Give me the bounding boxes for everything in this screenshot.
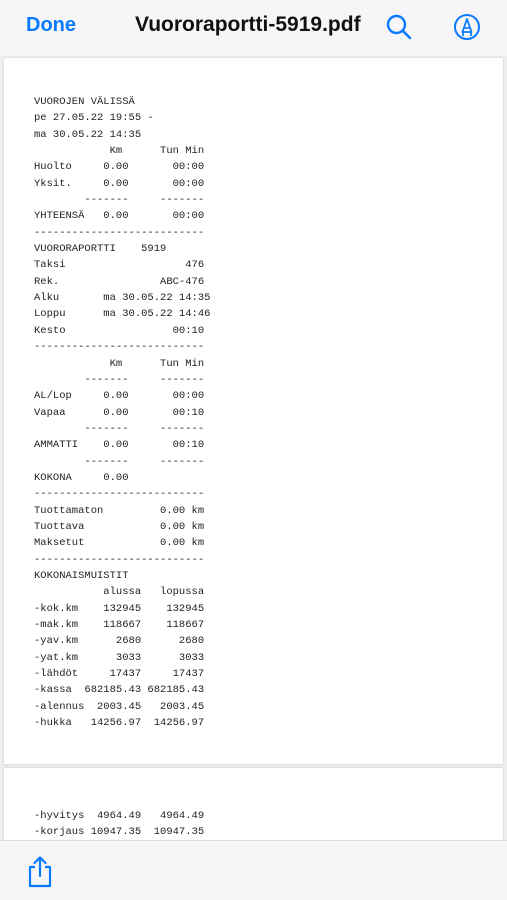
report-line: alussa lopussa [34,586,205,599]
report-line: -kassa 682185.43 682185.43 [34,684,205,697]
report-line: --------------------------- [34,226,205,239]
report-text-page-2 [34,808,204,841]
report-line: ------- ------- [34,422,205,435]
report-line: Tuottamaton 0.00 km [34,504,205,517]
report-line: KOKONAISMUISTIT [34,569,129,582]
report-line: ------- ------- [34,194,205,207]
report-line: AMMATTI 0.00 00:10 [34,439,205,452]
report-line: Km Tun Min [34,145,205,158]
report-line: ma 30.05.22 14:35 [34,128,142,141]
report-line: Huolto 0.00 00:00 [34,161,205,174]
report-line: Kesto 00:10 [34,324,205,337]
done-button[interactable]: Done [26,14,76,36]
report-line: VUOROJEN VÄLISSÄ [34,96,135,108]
report-line: AL/Lop 0.00 00:00 [34,390,205,403]
report-text-page-1 [34,94,210,731]
share-icon[interactable] [26,855,54,889]
report-line: -hyvitys 4964.49 4964.49 [34,810,205,822]
report-line: -lähdöt 17437 17437 [34,668,205,681]
report-line: Rek. ABC-476 [34,275,205,288]
pdf-page-1 [4,58,503,764]
report-line: -korjaus 10947.35 10947.35 [34,826,205,839]
report-line: -yav.km 2680 2680 [34,635,205,648]
report-line: -yat.km 3033 3033 [34,651,205,664]
document-title: Vuororaportti-5919.pdf [135,13,361,36]
report-line: Alku ma 30.05.22 14:35 [34,292,211,305]
navigation-bar [0,0,507,56]
report-line: --------------------------- [34,488,205,501]
report-line: Vapaa 0.00 00:10 [34,406,205,419]
report-line: Tuottava 0.00 km [34,520,205,533]
report-line: Maksetut 0.00 km [34,537,205,550]
report-line: Km Tun Min [34,357,205,370]
report-line: Taksi 476 [34,259,205,272]
bottom-toolbar [0,840,507,900]
report-line: Loppu ma 30.05.22 14:46 [34,308,211,321]
report-line: YHTEENSÄ 0.00 00:00 [34,210,205,223]
report-line: pe 27.05.22 19:55 - [34,112,154,125]
report-line: KOKONA 0.00 [34,471,129,484]
report-line: --------------------------- [34,553,205,566]
report-line: Yksit. 0.00 00:00 [34,177,205,190]
report-line: --------------------------- [34,341,205,354]
report-line: ------- ------- [34,455,205,468]
markup-pen-icon[interactable] [452,12,482,42]
search-icon[interactable] [384,12,414,42]
report-line: -hukka 14256.97 14256.97 [34,717,205,730]
report-line: ------- ------- [34,373,205,386]
report-line: -mak.km 118667 118667 [34,619,205,631]
report-line: -kok.km 132945 132945 [34,602,205,615]
report-line: -alennus 2003.45 2003.45 [34,700,205,713]
report-line: VUORORAPORTTI 5919 [34,243,167,256]
